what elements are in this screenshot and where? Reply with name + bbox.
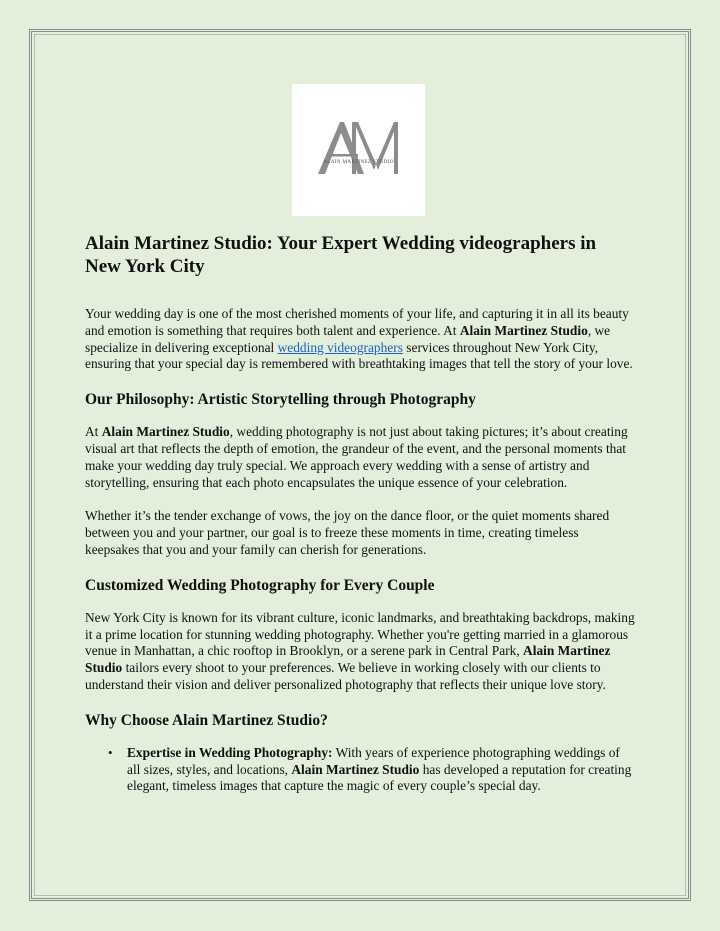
philosophy-paragraph-2: Whether it’s the tender exchange of vows, the joy on the dance floor, or the quiet moments shared between you and your partner, our goal is to freeze these moments in time, creating timeless keepsakes that you and your family can cherish for generations. — [85, 508, 610, 557]
brand-name: Alain Martinez Studio — [101, 424, 230, 440]
why-choose-heading: Why Choose Alain Martinez Studio? — [85, 711, 328, 729]
philosophy-paragraph-1: At Alain Martinez Studio, wedding photography is not just about taking pictures; it’s about creating visual art that reflects the depth of emotion, the grandeur of the event, and the personal moments that make your wedding day truly special. We approach every wedding with a sense of artistry and storytelling, ensuring that each photo encapsulates the unique essence of your celebration. — [85, 424, 628, 490]
studio-logo — [292, 84, 425, 216]
list-item: • Expertise in Wedding Photography: With years of experience photographing weddings of all sizes, styles, and locations, Alain Martinez Studio has developed a reputation for creating elegant, timeless images that capture the magic of every couple’s special day. — [127, 745, 635, 795]
customized-paragraph: New York City is known for its vibrant culture, iconic landmarks, and breathtaking backdrops, making it a prime location for stunning wedding photography. Whether you're getting married in a glamorous venue in Manhattan, a chic rooftop in Brooklyn, or a serene park in Central Park, Alain Martinez Studio tailors every shoot to your preferences. We believe in working closely with our clients to understand their vision and deliver personalized photography that reflects their unique love story. — [85, 609, 635, 692]
document-body — [85, 232, 635, 795]
philosophy-heading: Our Philosophy: Artistic Storytelling through Photography — [85, 391, 476, 409]
customized-heading: Customized Wedding Photography for Every Couple — [85, 576, 435, 594]
brand-name: Alain Martinez Studio — [459, 322, 588, 338]
intro-paragraph: Your wedding day is one of the most cherished moments of your life, and capturing it in all its beauty and emotion is something that requires both talent and experience. At Alain Martinez Studio, we specialize in delivering exceptional wedding videographers services throughout New York City, ensuring that your special day is remembered with breathtaking images that tell the story of your love. — [85, 306, 633, 372]
logo-subtitle: ALAIN MARTINEZ STUDIO — [323, 159, 394, 165]
page-title: Alain Martinez Studio: Your Expert Wedding videographers in New York City — [85, 233, 597, 277]
why-choose-list — [85, 745, 635, 795]
wedding-videographers-link[interactable]: wedding videographers — [277, 339, 403, 355]
brand-name: Alain Martinez Studio — [291, 761, 420, 777]
brand-name: Alain Martinez Studio — [85, 643, 611, 676]
am-monogram-logo — [292, 84, 425, 216]
